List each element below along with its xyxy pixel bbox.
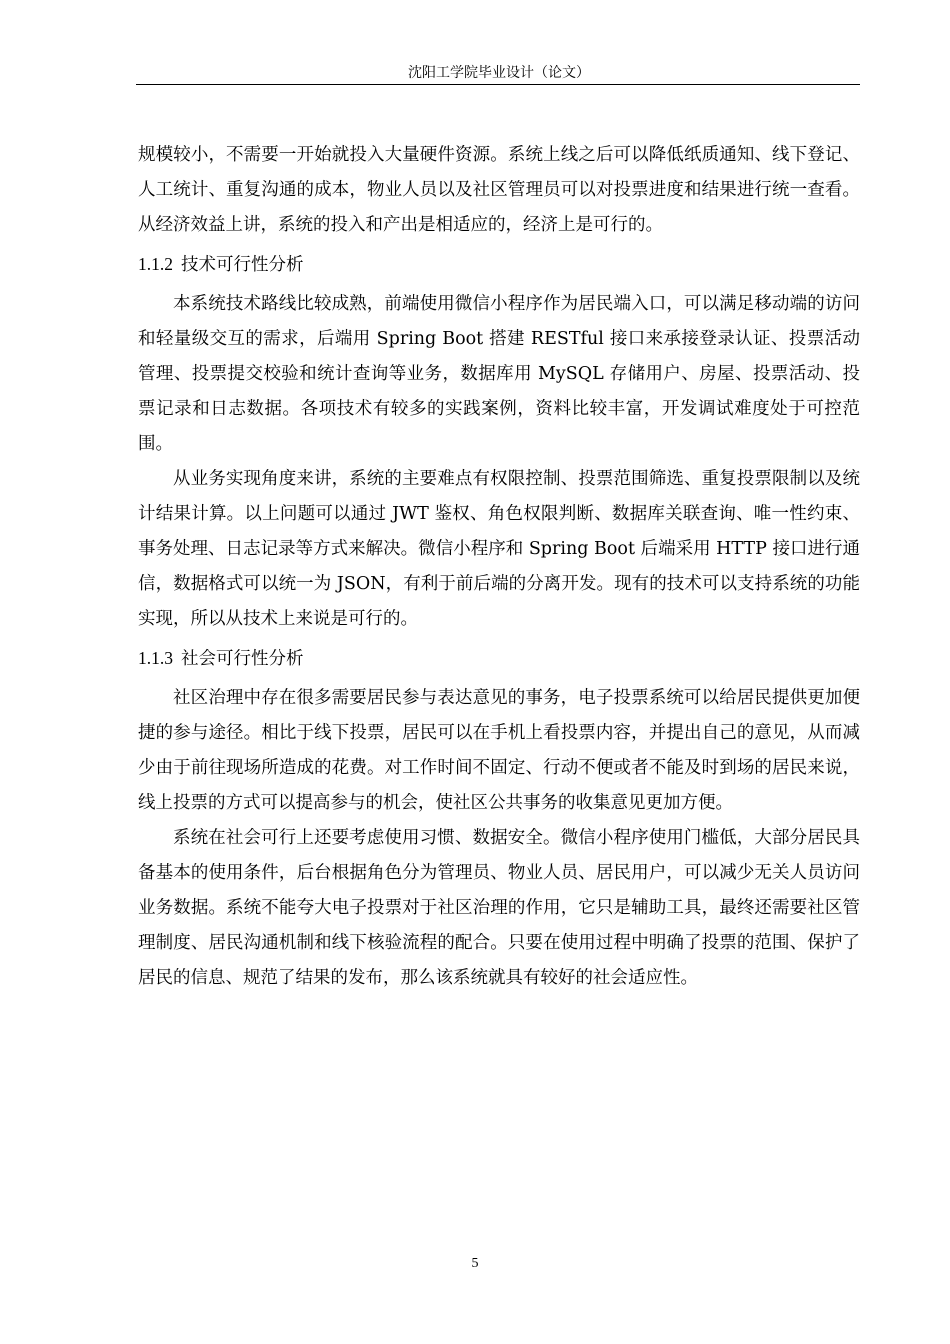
section-title: 技术可行性分析 <box>181 255 304 275</box>
section-heading <box>138 247 860 283</box>
section-title: 社会可行性分析 <box>181 649 304 669</box>
paragraph: 规模较小，不需要一开始就投入大量硬件资源。系统上线之后可以降低纸质通知、线下登记、人工统计、重复沟通的成本，物业人员以及社区管理员可以对投票进度和结果进行统一查看。从经济效益上讲，系统的投入和产出是相适应的，经济上是可行的。 <box>138 145 860 235</box>
paragraph: 本系统技术路线比较成熟，前端使用微信小程序作为居民端入口，可以满足移动端的访问和轻量级交互的需求，后端用 Spring Boot 搭建 RESTful 接口来承接登录认证、投票活动管理、投票提交校验和统计查询等业务，数据库用 MySQL 存储用户、房屋、投票活动、投票记录和日志数据。各项技术有较多的实践案例，资料比较丰富，开发调试难度处于可控范围。 <box>138 294 860 454</box>
paragraph: 从业务实现角度来讲，系统的主要难点有权限控制、投票范围筛选、重复投票限制以及统计结果计算。以上问题可以通过 JWT 鉴权、角色权限判断、数据库关联查询、唯一性约束、事务处理、日志记录等方式来解决。微信小程序和 Spring Boot 后端采用 HTTP 接口进行通信，数据格式可以统一为 JSON，有利于前后端的分离开发。现有的技术可以支持系统的功能实现，所以从技术上来说是可行的。 <box>138 469 860 629</box>
paragraph: 系统在社会可行上还要考虑使用习惯、数据安全。微信小程序使用门槛低，大部分居民具备基本的使用条件，后台根据角色分为管理员、物业人员、居民用户，可以减少无关人员访问业务数据。系统不能夸大电子投票对于社区治理的作用，它只是辅助工具，最终还需要社区管理制度、居民沟通机制和线下核验流程的配合。只要在使用过程中明确了投票的范围、保护了居民的信息、规范了结果的发布，那么该系统就具有较好的社会适应性。 <box>138 828 860 988</box>
header-rule <box>136 84 860 85</box>
section-number: 1.1.3 <box>138 648 173 668</box>
document-body <box>138 138 860 996</box>
section-heading <box>138 641 860 677</box>
paragraph: 社区治理中存在很多需要居民参与表达意见的事务，电子投票系统可以给居民提供更加便捷的参与途径。相比于线下投票，居民可以在手机上看投票内容，并提出自己的意见，从而减少由于前往现场所造成的花费。对工作时间不固定、行动不便或者不能及时到场的居民来说，线上投票的方式可以提高参与的机会，使社区公共事务的收集意见更加方便。 <box>138 688 860 813</box>
running-header: 沈阳工学院毕业设计（论文） <box>408 65 590 81</box>
page-number: 5 <box>471 1256 479 1271</box>
section-number: 1.1.2 <box>138 254 173 274</box>
